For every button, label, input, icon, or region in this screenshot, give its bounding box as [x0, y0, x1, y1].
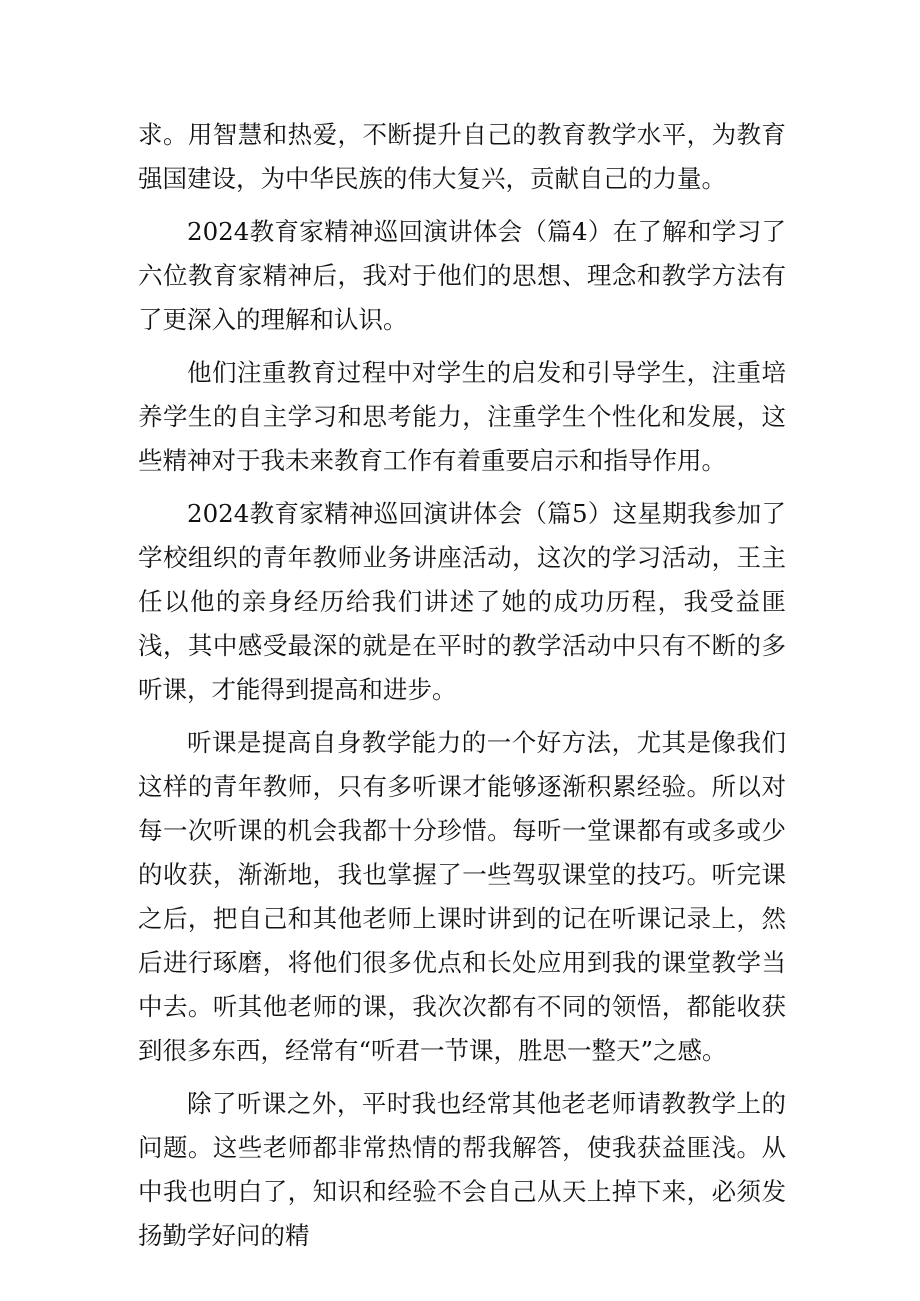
paragraph-2: 2024教育家精神巡回演讲体会（篇4）在了解和学习了六位教育家精神后，我对于他们的思想、理念和教学方法有了更深入的理解和认识。 [138, 217, 786, 334]
document-page [138, 113, 786, 1267]
paragraph-4: 2024教育家精神巡回演讲体会（篇5）这星期我参加了学校组织的青年教师业务讲座活动，这次的学习活动，王主任以他的亲身经历给我们讲述了她的成功历程，我受益匪浅，其中感受最深的就是在平时的教学活动中只有不断的多听课，才能得到提高和进步。 [138, 499, 786, 704]
paragraph-1: 求。用智慧和热爱，不断提升自己的教育教学水平，为教育强国建设，为中华民族的伟大复兴，贡献自己的力量。 [138, 120, 786, 193]
paragraph-5: 听课是提高自身教学能力的一个好方法，尤其是像我们这样的青年教师，只有多听课才能够逐渐积累经验。所以对每一次听课的机会我都十分珍惜。每听一堂课都有或多或少的收获，渐渐地，我也掌握了一些驾驭课堂的技巧。听完课之后，把自己和其他老师上课时讲到的记在听课记录上，然后进行琢磨，将他们很多优点和长处应用到我的课堂教学当中去。听其他老师的课，我次次都有不同的领悟，都能收获到很多东西，经常有“听君一节课，胜思一整天”之感。 [138, 728, 786, 1065]
paragraph-6: 除了听课之外，平时我也经常其他老老师请教教学上的问题。这些老师都非常热情的帮我解答，使我获益匪浅。从中我也明白了，知识和经验不会自己从天上掉下来，必须发扬勤学好问的精 [138, 1089, 786, 1250]
paragraph-3: 他们注重教育过程中对学生的启发和引导学生，注重培养学生的自主学习和思考能力，注重学生个性化和发展，这些精神对于我未来教育工作有着重要启示和指导作用。 [138, 358, 786, 475]
